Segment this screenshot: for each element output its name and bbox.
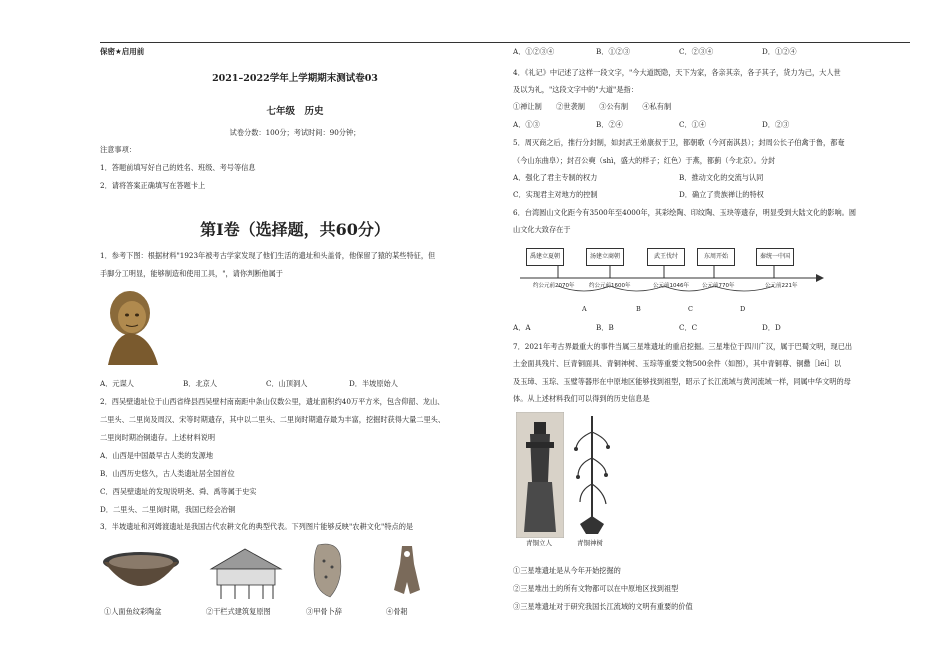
q7-item-2: ②三星堆出土的所有文物都可以在中原地区找到祖型 [513, 584, 679, 593]
exam-title: 2021–2022学年上学期期末测试卷03 [212, 73, 378, 84]
q4-option-a: A．①③ [513, 120, 540, 129]
timeline-event-5: 秦统一中国 [756, 248, 794, 266]
q2-line2: 二里头、二里岗及周汉、宋等时期遗存，其中以二里头、二里岗时期遗存最为丰富，挖掘时获得大量二里头、 [100, 415, 446, 424]
bone-spade-image [392, 544, 422, 596]
q2-option-c: C．西吴壁遗址的发现说明尧、舜、禹等属于史实 [100, 487, 257, 496]
q5-option-a: A．强化了君主专制的权力 [513, 173, 598, 182]
timeline-letter-b: B [636, 305, 641, 313]
q4-option-b: B．②④ [596, 120, 623, 129]
timeline-date-2: 约公元前1600年 [589, 283, 631, 289]
q3-line1: 3．半坡遗址和河姆渡遗址是我国古代农耕文化的典型代表。下列图片能够反映"农耕文化"特点的是 [100, 522, 414, 531]
q4-items: ①禅让制 ②世袭制 ③公有制 ④私有制 [513, 102, 672, 111]
timeline-event-2: 汤建立商朝 [586, 248, 624, 266]
q2-option-a: A．山西是中国最早古人类的发源地 [100, 451, 214, 460]
q2-line1: 2．西吴壁遗址位于山西省绛县西吴壁村南南距中条山仅数公里，遗址面积约40万平方米，包含仰韶、龙山、 [100, 397, 445, 406]
exam-subtitle: 七年级 历史 [266, 106, 324, 117]
notes-heading: 注意事项： [100, 145, 136, 154]
timeline-date-3: 公元前1046年 [653, 283, 689, 289]
timeline-letter-d: D [740, 305, 746, 313]
q7-line1: 7．2021年考古界最重大的事件当属三星堆遗址的重启挖掘。三星堆位于四川广汉，属于巴蜀文明，现已出 [513, 342, 853, 351]
section-title: 第I卷（选择题，共60分） [200, 220, 390, 239]
painted-pottery-basin-image [100, 548, 182, 598]
q1-line2: 手脚分工明显，能够制造和使用工具，"，请你判断他属于 [100, 269, 283, 278]
q4-line1: 4．《礼记》中记述了这样一段文字，"今大道既隐，天下为家，各亲其亲，各子其子，货力为己，大人世 [513, 68, 841, 77]
timeline-date-4: 公元前770年 [702, 283, 735, 289]
timeline-date-1: 约公元前2070年 [533, 283, 575, 289]
q6-option-d: D．D [762, 323, 781, 332]
q6-option-c: C．C [679, 323, 698, 332]
q5-option-d: D．确立了贵族禅让的特权 [679, 190, 764, 199]
q1-line1: 1．参考下图：根据材料"1923年被考古学家发现了他们生活的遗址和头盖骨，他保留了猿的某些特征，但 [100, 251, 436, 260]
oracle-bone-image [310, 541, 346, 599]
q6-option-b: B．B [596, 323, 614, 332]
q4-option-d: D．②③ [762, 120, 790, 129]
q5-option-c: C．实现君主对地方的控制 [513, 190, 598, 199]
q7-line3: 及玉璋、玉琮、玉璧等器形在中原地区能够找到祖型，昭示了长江流域与黄河流域一样，同属中华文明的母 [513, 377, 851, 386]
q7-item-1: ①三星堆遗址是从今年开始挖掘的 [513, 566, 621, 575]
q7-line4: 体。从上述材料我们可以得到的历史信息是 [513, 394, 650, 403]
q6-option-a: A．A [513, 323, 531, 332]
timeline-letter-a: A [582, 305, 587, 313]
q7-item-3: ③三星堆遗址对于研究我国长江流域的文明有重要的价值 [513, 602, 693, 611]
q1-option-c: C．山顶洞人 [266, 379, 308, 388]
timeline-event-3: 武王伐纣 [647, 248, 685, 266]
q7-caption-1: 青铜立人 [526, 539, 552, 547]
q5-line2: （今山东曲阜）；封召公奭（shì，盛大的样子；红色）于燕，都蓟（今北京）。分封 [513, 156, 776, 165]
peking-man-bust-image [100, 285, 162, 365]
q2-option-d: D．二里头、二里岗时期，我国已经会冶铜 [100, 505, 236, 514]
q2-option-b: B．山西历史悠久，古人类遗址居全国首位 [100, 469, 235, 478]
q3-option-b: B．①②③ [596, 47, 631, 56]
q1-option-a: A．元谋人 [100, 379, 134, 388]
q3-caption-2: ②干栏式建筑复原图 [206, 607, 271, 616]
q2-line3: 二里岗时期冶铜遗存。上述材料说明 [100, 433, 216, 442]
bronze-sacred-tree-image [572, 412, 612, 536]
q3-option-d: D．①②④ [762, 47, 797, 56]
notes-item-2: 2．请将答案正确填写在答题卡上 [100, 181, 206, 190]
stilt-house-image [205, 545, 287, 600]
q6-line1: 6．台湾圆山文化距今有3500年至4000年，其彩绘陶、印纹陶、玉玦等遗存，明显受到大陆文化的影响。圆 [513, 208, 857, 217]
q1-option-b: B．北京人 [183, 379, 218, 388]
q3-caption-4: ④骨耜 [386, 607, 408, 616]
q3-caption-3: ③甲骨卜辞 [306, 607, 342, 616]
timeline-date-5: 公元前221年 [765, 283, 798, 289]
q5-option-b: B．推动文化的交流与认同 [679, 173, 764, 182]
q3-option-a: A．①②③④ [513, 47, 555, 56]
timeline-event-1: 禹建立夏朝 [526, 248, 564, 266]
notes-item-1: 1．答题前填写好自己的姓名、班级、考号等信息 [100, 163, 256, 172]
secret-label: 保密★启用前 [100, 47, 145, 56]
q7-line2: 土金面具残片、巨青铜面具、青铜神树、玉琮等重要文物500余件（如图），其中青铜尊、铜罍［léi］以 [513, 359, 842, 368]
q6-line2: 山文化大致存在于 [513, 225, 571, 234]
bronze-standing-figure-image [516, 412, 564, 538]
timeline-event-4: 东周开始 [697, 248, 735, 266]
q4-option-c: C．①④ [679, 120, 707, 129]
q3-option-c: C．②③④ [679, 47, 714, 56]
q7-caption-2: 青铜神树 [577, 539, 603, 547]
q1-option-d: D．半坡原始人 [349, 379, 398, 388]
timeline-letter-c: C [688, 305, 693, 313]
q3-caption-1: ①人面鱼纹彩陶盆 [104, 607, 162, 616]
exam-meta: 试卷分数：100分；考试时间：90分钟； [229, 128, 361, 137]
q5-line1: 5．周灭商之后，推行分封制，如封武王弟康叔于卫，都朝歌（今河南淇县）；封周公长子伯禽于鲁，都奄 [513, 138, 845, 147]
q4-line2: 及以为礼，"这段文字中的"大道"是指： [513, 85, 638, 94]
header-rule [100, 42, 910, 43]
